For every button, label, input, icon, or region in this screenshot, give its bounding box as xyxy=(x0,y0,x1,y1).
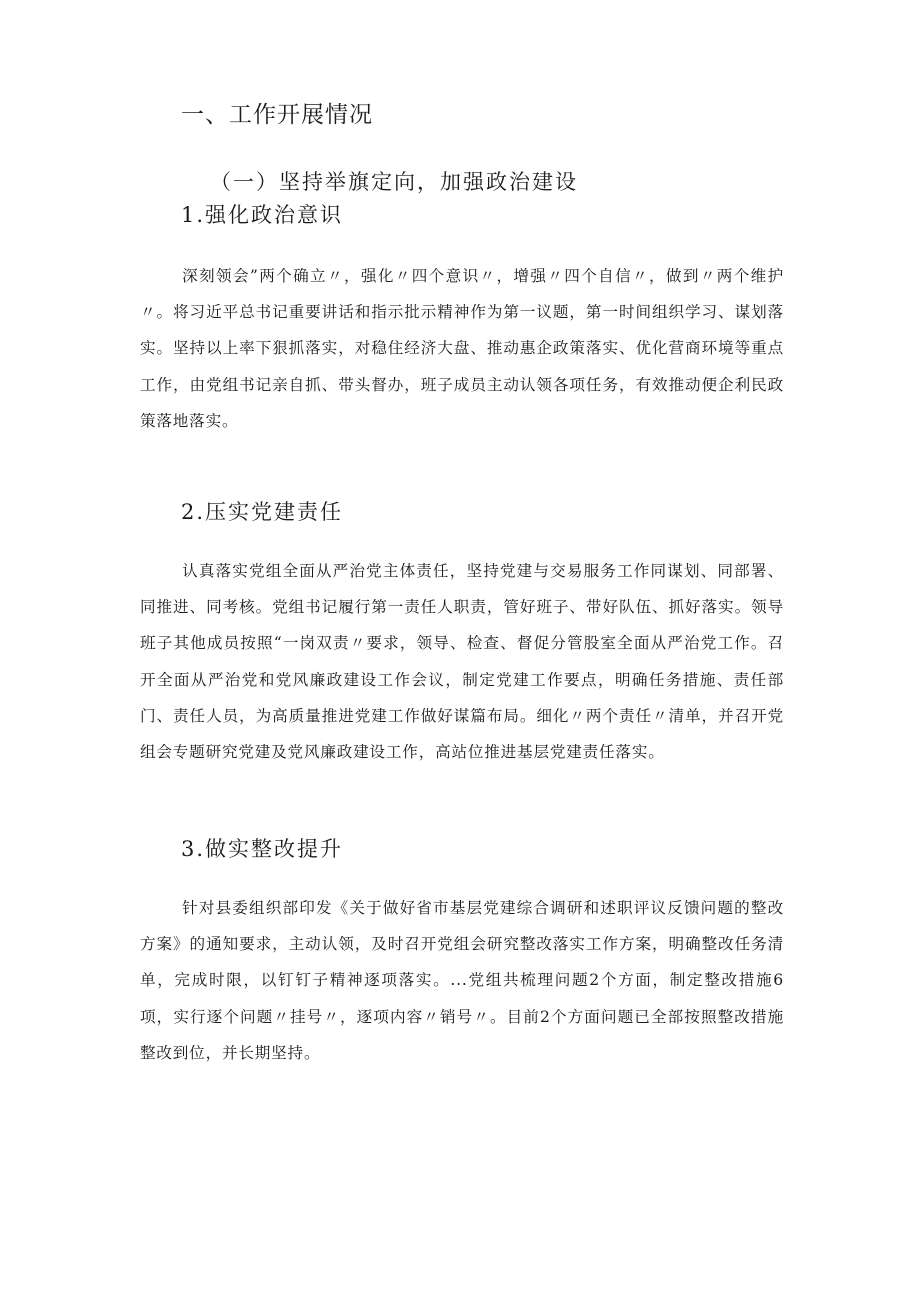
section-title: 一、工作开展情况 xyxy=(181,102,373,128)
subsection-title: （一）坚持举旗定向，加强政治建设 xyxy=(210,170,578,194)
item-body-3: 针对县委组织部印发《关于做好省市基层党建综合调研和述职评议反馈问题的整改方案》的通知要求，主动认领，及时召开党组会研究整改落实工作方案，明确整改任务清单，完成时限，以钉钉子精神逐项落实。...党组共梳理问题2个方面，制定整改措施6项，实行逐个问题〃挂号〃，逐项内容〃销号〃。目前2个方面问题已全部按照整改措施整改到位，并长期坚持。 xyxy=(140,899,784,1062)
item-body-1: 深刻领会”两个确立〃，强化〃四个意识〃，增强〃四个自信〃，做到〃两个维护〃。将习近平总书记重要讲话和指示批示精神作为第一议题，第一时间组织学习、谋划落实。坚持以上率下狠抓落实，对稳住经济大盘、推动惠企政策落实、优化营商环境等重点工作，由党组书记亲自抓、带头督办，班子成员主动认领各项任务，有效推动便企利民政策落地落实。 xyxy=(140,267,784,430)
item-heading-2: 2.压实党建责任 xyxy=(181,500,344,524)
item-heading-3: 3.做实整改提升 xyxy=(181,837,344,861)
item-heading-1: 1.强化政治意识 xyxy=(181,203,344,227)
item-body-2: 认真落实党组全面从严治党主体责任，坚持党建与交易服务工作同谋划、同部署、同推进、同考核。党组书记履行第一责任人职责，管好班子、带好队伍、抓好落实。领导班子其他成员按照“一岗双责〃要求，领导、检查、督促分管股室全面从严治党工作。召开全面从严治党和党风廉政建设工作会议，制定党建工作要点，明确任务措施、责任部门、责任人员，为高质量推进党建工作做好谋篇布局。细化〃两个责任〃清单，并召开党组会专题研究党建及党风廉政建设工作，高站位推进基层党建责任落实。 xyxy=(140,562,784,762)
